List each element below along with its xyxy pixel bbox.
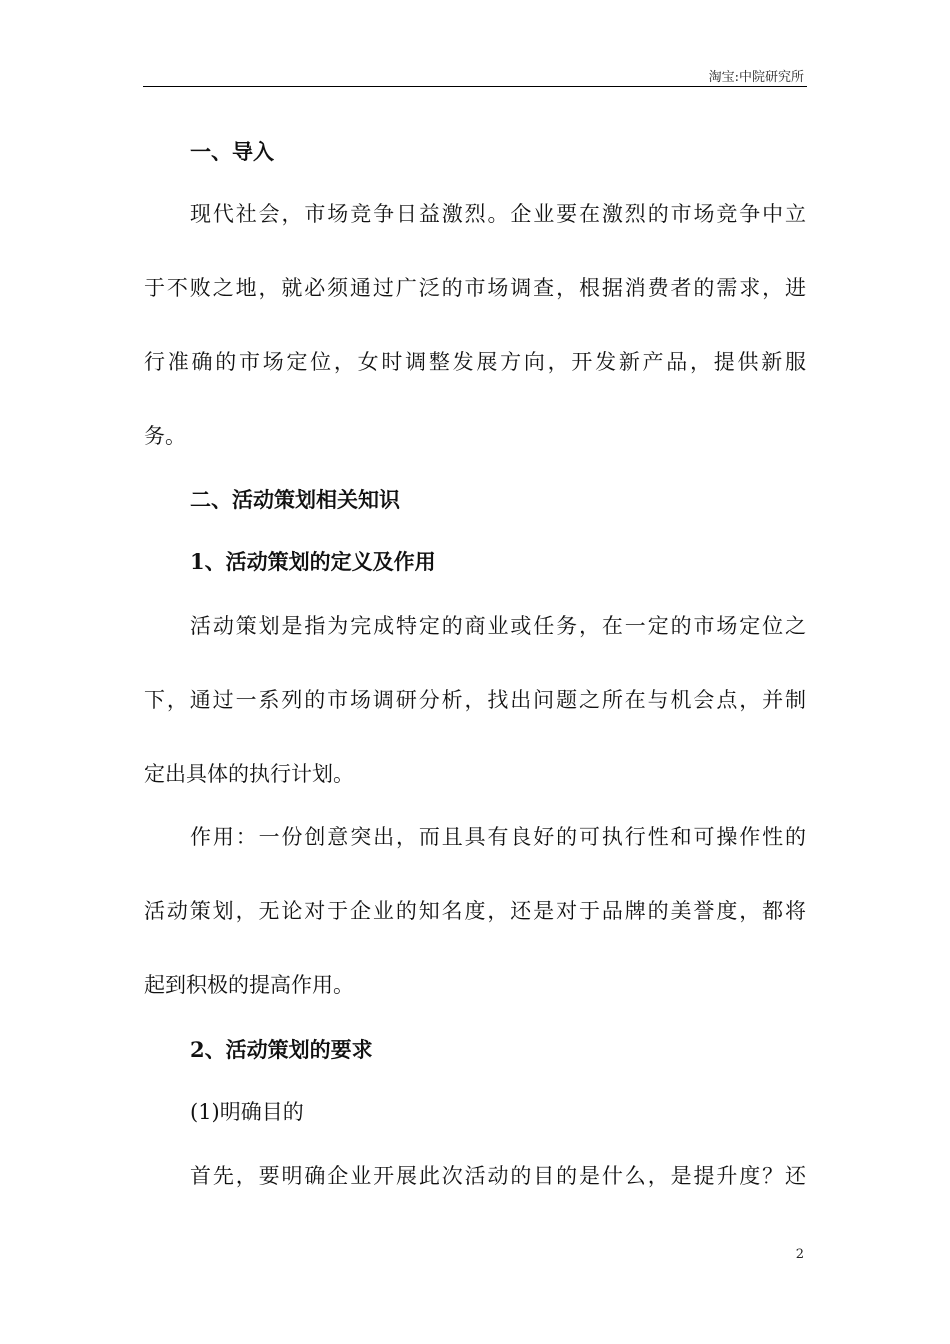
- paragraph-line: 活动策划，无论对于企业的知名度，还是对于品牌的美誉度，都将: [144, 899, 806, 923]
- heading-definition-and-role: 1、活动策划的定义及作用: [190, 549, 436, 574]
- page-header-text: 淘宝:中院研究所: [708, 70, 804, 85]
- paragraph-line: 作用：一份创意突出，而且具有良好的可执行性和可操作性的: [190, 825, 806, 849]
- paragraph-line: 定出具体的执行计划。: [144, 762, 354, 786]
- heading-activity-planning: 二、活动策划相关知识: [190, 487, 400, 512]
- paragraph-line: 于不败之地，就必须通过广泛的市场调查，根据消费者的需求，进: [144, 276, 806, 300]
- heading-introduction: 一、导入: [190, 139, 274, 164]
- paragraph-line: 现代社会，市场竞争日益激烈。企业要在激烈的市场竞争中立: [190, 202, 806, 226]
- paragraph-line: 活动策划是指为完成特定的商业或任务，在一定的市场定位之: [190, 614, 806, 638]
- paragraph-line: 务。: [144, 424, 186, 448]
- subheading-clear-purpose: (1)明确目的: [190, 1100, 304, 1124]
- paragraph-line: 起到积极的提高作用。: [144, 973, 354, 997]
- paragraph-line: 首先，要明确企业开展此次活动的目的是什么，是提升度？还: [190, 1164, 806, 1188]
- header-rule: [143, 86, 807, 87]
- paragraph-line: 行准确的市场定位，女时调整发展方向，开发新产品，提供新服: [144, 350, 806, 374]
- page-number: 2: [795, 1247, 804, 1262]
- paragraph-line: 下，通过一系列的市场调研分析，找出问题之所在与机会点，并制: [144, 688, 806, 712]
- heading-requirements: 2、活动策划的要求: [190, 1037, 373, 1062]
